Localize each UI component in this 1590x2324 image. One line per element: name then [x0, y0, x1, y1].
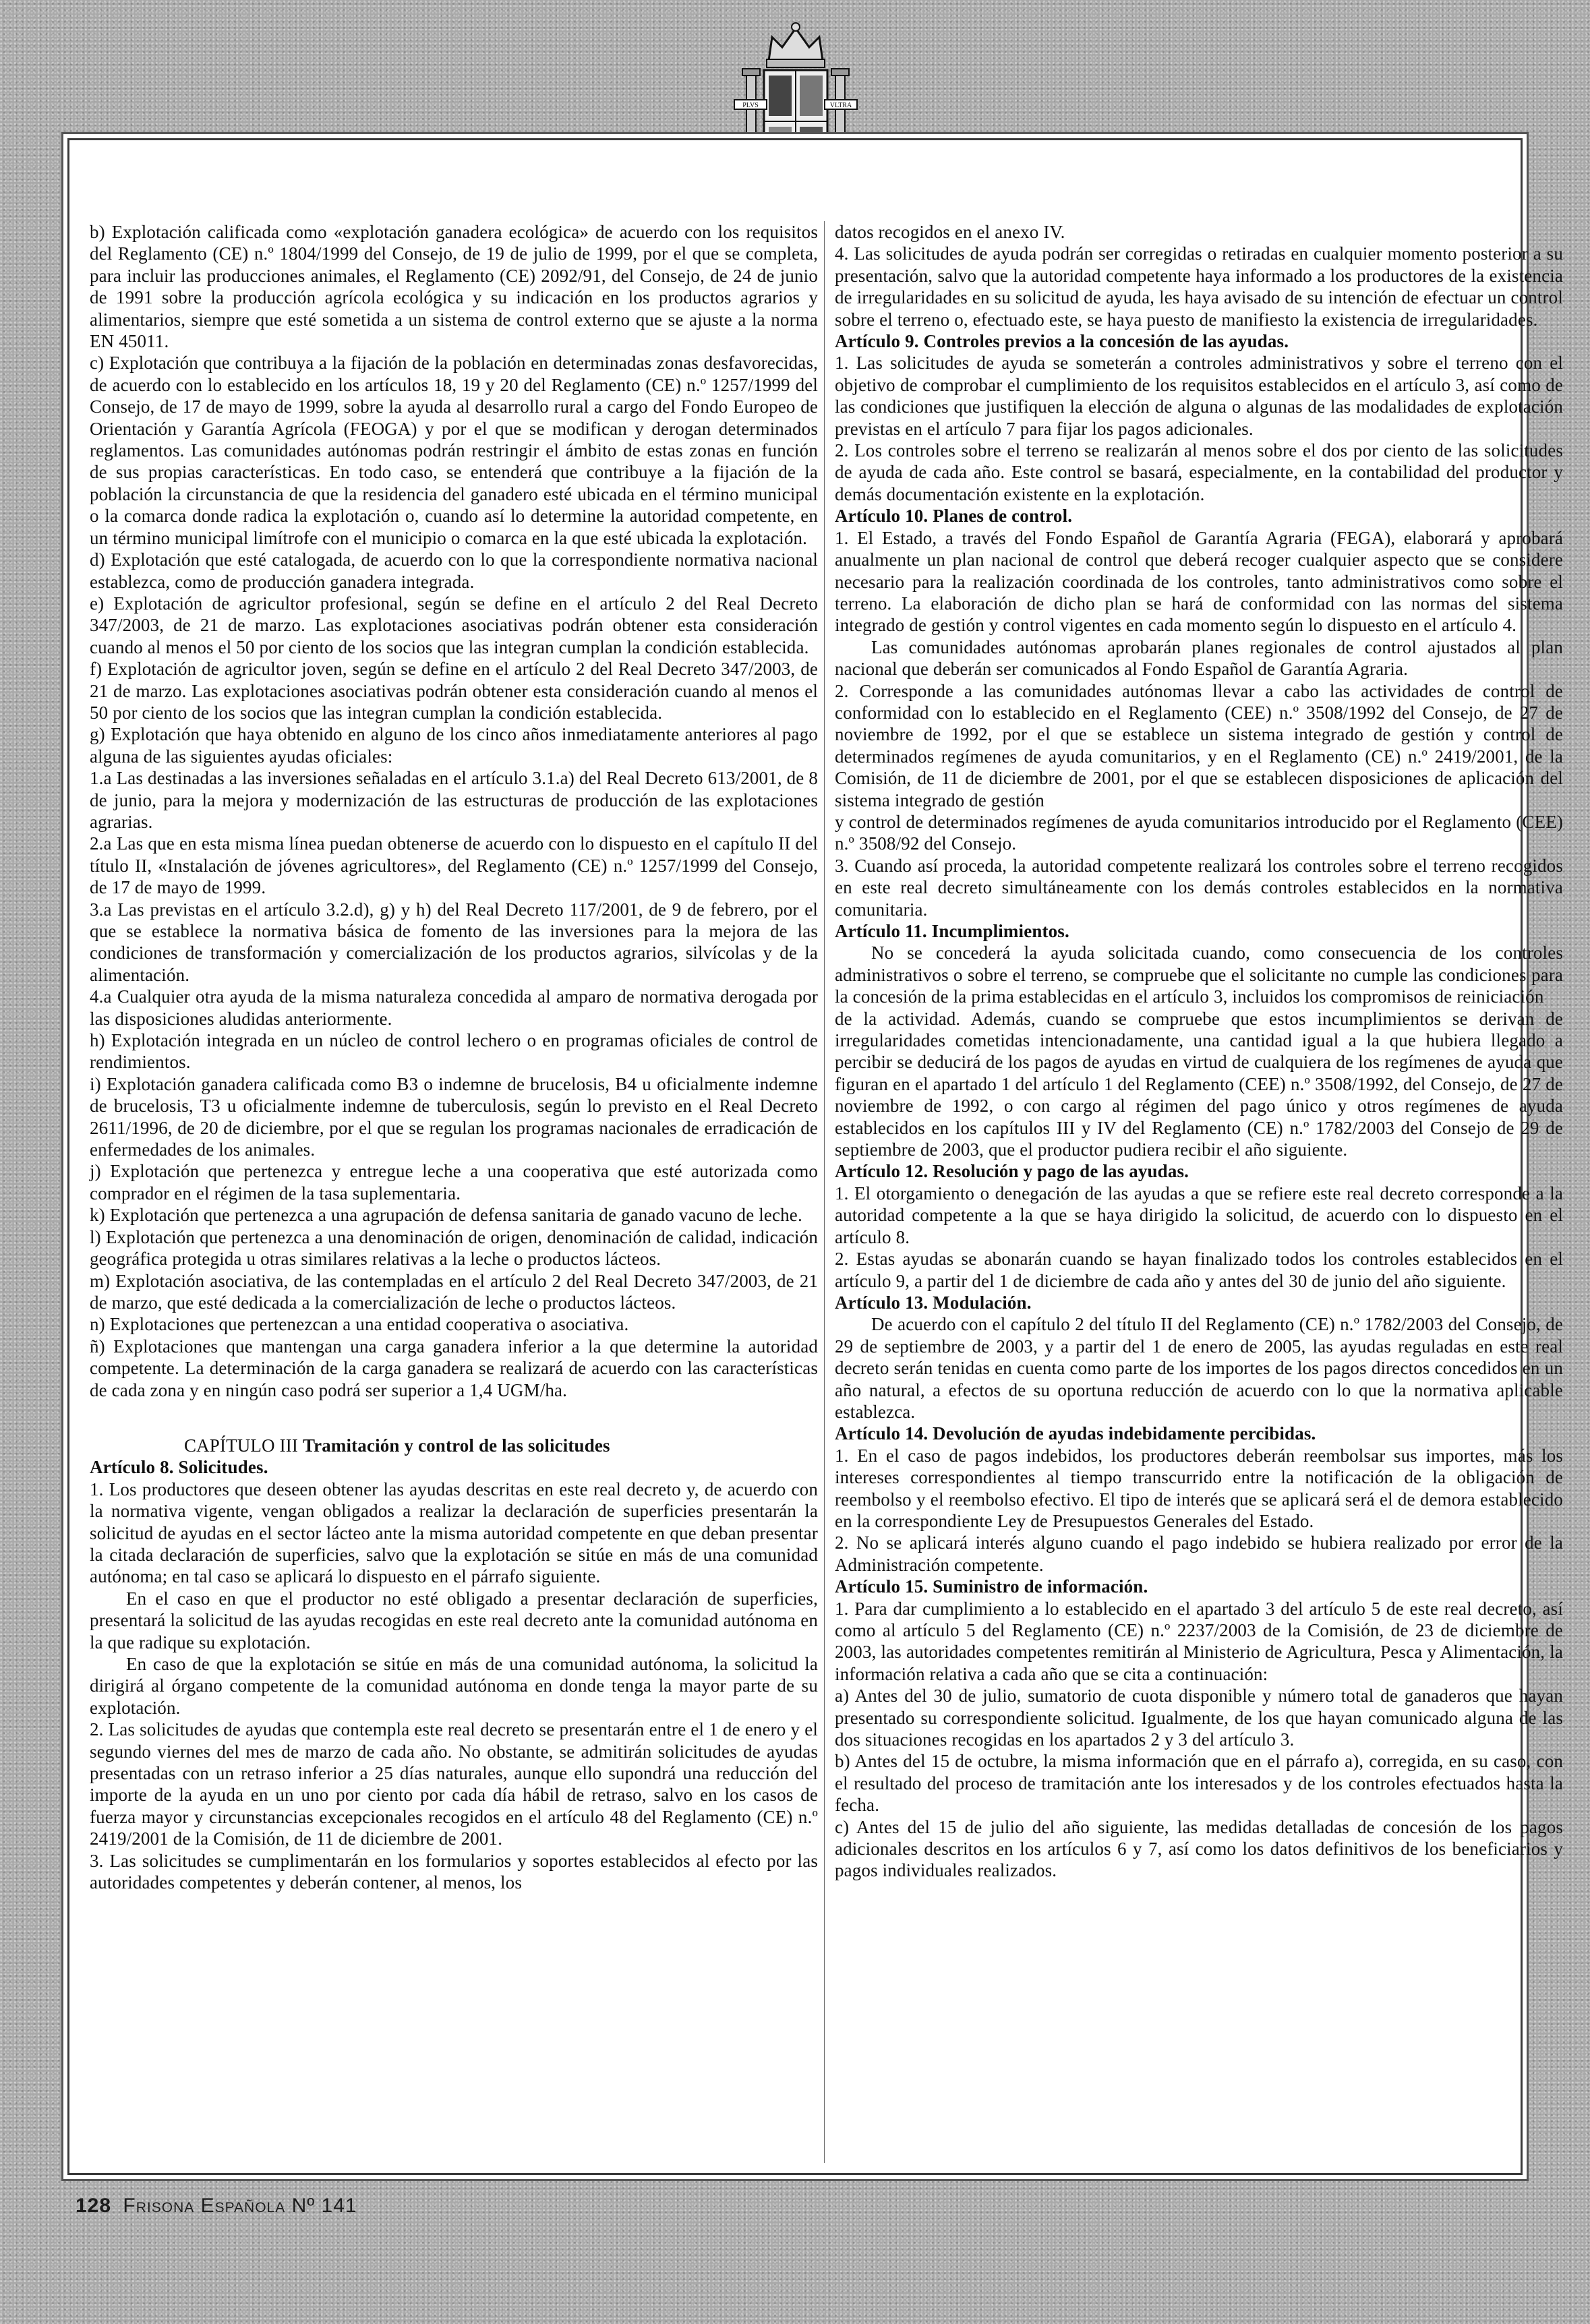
paragraph: de la actividad. Además, cuando se compruebe que estos incumplimientos se derivan de irregularidades cometidas intencionadamente, una cantidad igual a la que hubiera llegado a percibir se deducirá de los pagos de ayudas en virtud de cualquiera de los regímenes de ayuda que figuran en el apartado 1 del artículo 1 del Reglamento (CEE) n.º 3508/1992, del Consejo, de 27 de noviembre de 1992, o con cargo al régimen del pago único y otros regímenes de ayuda establecidos en los capítulos III y IV del Reglamento (CE) n.º 1782/2003 del Consejo de 29 de septiembre de 2003, que el productor pudiera recibir el año siguiente. — [835, 1008, 1563, 1160]
paragraph: De acuerdo con el capítulo 2 del título II del Reglamento (CE) n.º 1782/2003 del Consejo, de 29 de septiembre de 2003, y a partir del 1 de enero de 2005, las ayudas reguladas en este real decreto serán tenidas en cuenta como parte de los importes de los pagos directos concedidos en un año natural, a efectos de su oportuna reducción de acuerdo con lo que la normativa aplicable establezca. — [835, 1314, 1563, 1422]
paragraph: a) Antes del 30 de julio, sumatorio de cuota disponible y número total de ganaderos que hayan presentado su correspondiente solicitud. Igualmente, de los que hayan comunicado alguna de las dos situaciones recogidas en los apartados 2 y 3 del artículo 3. — [835, 1686, 1563, 1750]
article-heading: Artículo 12. Resolución y pago de las ayudas. — [835, 1161, 1189, 1182]
paragraph: En el caso en que el productor no esté obligado a presentar declaración de superficies, presentará la solicitud de las ayudas recogidas en este real decreto ante la comunidad autónoma en la que radique su explotación. — [90, 1588, 818, 1652]
chapter-title: Tramitación y control de las solicitudes — [302, 1435, 610, 1456]
paragraph: ñ) Explotaciones que mantengan una carga ganadera inferior a la que determine la autoridad competente. La determinación de la carga ganadera se realizará de acuerdo con las características de cada zona y en ningún caso podrá ser superior a 1,4 UGM/ha. — [90, 1336, 818, 1400]
paragraph: 1. El otorgamiento o denegación de las ayudas a que se refiere este real decreto corresponde a la autoridad competente a la que se haya dirigido la solicitud, de acuerdo con lo dispuesto en el artículo 8. — [835, 1183, 1563, 1247]
paragraph: m) Explotación asociativa, de las contempladas en el artículo 2 del Real Decreto 347/2003, de 21 de marzo, que esté dedicada a la comercialización de leche o productos lácteos. — [90, 1270, 818, 1313]
paragraph: 4.a Cualquier otra ayuda de la misma naturaleza concedida al amparo de normativa derogada por las disposiciones aludidas anteriormente. — [90, 986, 818, 1029]
paragraph: 2. Las solicitudes de ayudas que contempla este real decreto se presentarán entre el 1 de enero y el segundo viernes del mes de marzo de cada año. No obstante, se admitirán solicitudes de ayudas presentadas con un retraso inferior a 25 días naturales, aunque ello supondrá una reducción del importe de la ayuda en un uno por ciento por cada día hábil de retraso, salvo en los casos de fuerza mayor y circunstancias excepcionales recogidos en el artículo 48 del Reglamento (CE) n.º 2419/2001 de la Comisión, de 11 de diciembre de 2001. — [90, 1719, 818, 1849]
right-text-column — [835, 221, 1563, 1882]
paragraph: d) Explotación que esté catalogada, de acuerdo con lo que la correspondiente normativa nacional establezca, como de producción ganadera integrada. — [90, 549, 818, 592]
document-panel — [67, 138, 1563, 2175]
paragraph: l) Explotación que pertenezca a una denominación de origen, denominación de calidad, indicación geográfica protegida u otras similares relativas a la leche o productos lácteos. — [90, 1226, 818, 1270]
paragraph: h) Explotación integrada en un núcleo de control lechero o en programas oficiales de control de rendimientos. — [90, 1030, 818, 1073]
paragraph: g) Explotación que haya obtenido en alguno de los cinco años inmediatamente anteriores al pago alguna de las siguientes ayudas oficiales: — [90, 724, 818, 767]
article-heading: Artículo 10. Planes de control. — [835, 506, 1073, 527]
paragraph: 2. Los controles sobre el terreno se realizarán al menos sobre el dos por ciento de las solicitudes de ayuda de cada año. Este control se basará, especialmente, en la contabilidad del productor y demás documentación existente en la explotación. — [835, 440, 1563, 504]
crest-motto-left: PLVS — [742, 102, 759, 109]
crest-motto-right: VLTRA — [829, 102, 852, 109]
paragraph: 1. Los productores que deseen obtener las ayudas descritas en este real decreto y, de acuerdo con la normativa vigente, vengan obligados a realizar la declaración de superficies presentarán la solicitud de ayudas en el sector lácteo ante la misma autoridad competente en que deban presentar la citada declaración de superficies, salvo que la explotación se sitúe en más de una comunidad autónoma; en tal caso se aplicará lo dispuesto en el párrafo siguiente. — [90, 1479, 818, 1587]
article-heading: Artículo 14. Devolución de ayudas indebidamente percibidas. — [835, 1423, 1316, 1444]
paragraph: Las comunidades autónomas aprobarán planes regionales de control ajustados al plan nacional que deberán ser comunicados al Fondo Español de Garantía Agraria. — [835, 636, 1563, 680]
paragraph: e) Explotación de agricultor profesional, según se define en el artículo 2 del Real Decreto 347/2003, de 21 de marzo. Las explotaciones asociativas podrán obtener esta consideración cuando al menos el 50 por ciento de los socios que las integran cumplan la condición establecida. — [90, 593, 818, 657]
left-text-column — [90, 221, 818, 1893]
paragraph: y control de determinados regímenes de ayuda comunitarios introducido por el Reglamento (CEE) n.º 3508/92 del Consejo. — [835, 811, 1563, 854]
paragraph: 2. Corresponde a las comunidades autónomas llevar a cabo las actividades de control de conformidad con lo establecido en el Reglamento (CEE) n.º 3508/1992 del Consejo, de 27 de noviembre de 1992, por el que se establece un sistema integrado de gestión y control de determinados regímenes de ayuda comunitarios, y en el Reglamento (CE) n.º 2419/2001, de la Comisión, de 11 de diciembre de 2001, por el que se establecen disposiciones de aplicación del sistema integrado de gestión — [835, 680, 1563, 810]
paragraph: 1.a Las destinadas a las inversiones señaladas en el artículo 3.1.a) del Real Decreto 613/2001, de 8 de junio, para la mejora y modernización de las estructuras de producción de las explotaciones agrarias. — [90, 768, 818, 832]
chapter-number: CAPÍTULO III — [184, 1435, 299, 1456]
paragraph: 1. El Estado, a través del Fondo Español de Garantía Agraria (FEGA), elaborará y aprobará anualmente un plan nacional de control que deberá recoger cualquier aspecto que se considere necesario para la realización coordinada de los controles, tanto administrativos como sobre el terreno. La elaboración de dicho plan se hará de conformidad con las normas del sistema integrado de gestión y control vigentes en cada momento según lo dispuesto en el artículo 4. — [835, 527, 1563, 636]
paragraph: b) Antes del 15 de octubre, la misma información que en el párrafo a), corregida, en su caso, con el resultado del proceso de tramitación ante los interesados y de los controles efectuados hasta la fecha. — [835, 1751, 1563, 1816]
article-heading: Artículo 9. Controles previos a la concesión de las ayudas. — [835, 331, 1289, 352]
page-footer — [76, 2195, 357, 2217]
paragraph: 2. Estas ayudas se abonarán cuando se hayan finalizado todos los controles establecidos en el artículo 9, a partir del 1 de diciembre de cada año y antes del 30 de junio del año siguiente. — [835, 1249, 1563, 1291]
paragraph: 3. Las solicitudes se cumplimentarán en los formularios y soportes establecidos al efecto por las autoridades competentes y deberán contener, al menos, los — [90, 1850, 818, 1893]
paragraph: 1. Las solicitudes de ayuda se someterán a controles administrativos y sobre el terreno con el objetivo de comprobar el cumplimiento de los requisitos establecidos en el artículo 3, así como de las condiciones que justifiquen la elección de alguna o algunas de las modalidades de explotación previstas en el artículo 7 para fijar los pagos adicionales. — [835, 353, 1563, 439]
paragraph: k) Explotación que pertenezca a una agrupación de defensa sanitaria de ganado vacuno de leche. — [90, 1205, 802, 1226]
paragraph: f) Explotación de agricultor joven, según se define en el artículo 2 del Real Decreto 347/2003, de 21 de marzo. Las explotaciones asociativas podrán obtener esta consideración cuando al menos el 50 por ciento de los socios que las integran cumplan la condición establecida. — [90, 659, 818, 723]
article-heading: Artículo 13. Modulación. — [835, 1292, 1032, 1313]
paragraph: 4. Las solicitudes de ayuda podrán ser corregidas o retiradas en cualquier momento posterior a su presentación, salvo que la autoridad competente haya informado a los productores de la existencia de irregularidades en su solicitud de ayuda, les haya avisado de su intención de efectuar un control sobre el terreno o, efectuado este, se haya puesto de manifiesto la existencia de irregularidades. — [835, 243, 1563, 330]
paragraph: datos recogidos en el anexo IV. — [835, 222, 1065, 242]
page-number: 128 — [76, 2195, 112, 2217]
article-heading: Artículo 8. Solicitudes. — [90, 1457, 268, 1478]
article-heading: Artículo 11. Incumplimientos. — [835, 921, 1069, 941]
paragraph: 3. Cuando así proceda, la autoridad competente realizará los controles sobre el terreno recogidos en este real decreto simultáneamente con los demás controles establecidos en la normativa comunitaria. — [835, 855, 1563, 920]
paragraph: 1. En el caso de pagos indebidos, los productores deberán reembolsar sus importes, más los intereses correspondientes al tiempo transcurrido entre la notificación de la obligación de reembolso y el reembolso efectivo. El tipo de interés que se aplicará será el de demora establecido en la correspondiente Ley de Presupuestos Generales del Estado. — [835, 1445, 1563, 1531]
paragraph: c) Explotación que contribuya a la fijación de la población en determinadas zonas desfavorecidas, de acuerdo con lo establecido en los artículos 18, 19 y 20 del Reglamento (CE) n.º 1257/1999 del Consejo, de 17 de mayo de 1999, sobre la ayuda al desarrollo rural a cargo del Fondo Europeo de Orientación y Garantía Agrícola (FEOGA) y por el que se modifican y derogan determinados reglamentos. Las comunidades autónomas podrán restringir el ámbito de estas zonas en función de sus propias características. En todo caso, se entenderá que contribuye a la fijación de la población la circunstancia de que la residencia del ganadero esté ubicada en el término municipal o la comarca donde radica la explotación o, cuando así lo determine la autoridad competente, en un término municipal limítrofe con el municipio o comarca en la que esté ubicada la explotación. — [90, 353, 818, 548]
article-heading: Artículo 15. Suministro de información. — [835, 1576, 1148, 1597]
paragraph: n) Explotaciones que pertenezcan a una entidad cooperativa o asociativa. — [90, 1314, 629, 1335]
paragraph: 2.a Las que en esta misma línea puedan obtenerse de acuerdo con lo dispuesto en el capítulo II del título II, «Instalación de jóvenes agricultores», del Reglamento (CE) n.º 1257/1999 del Consejo, de 17 de mayo de 1999. — [90, 833, 818, 898]
paragraph: c) Antes del 15 de julio del año siguiente, las medidas detalladas de concesión de los pagos adicionales descritos en los artículos 6 y 7, así como los datos definitivos de los beneficiarios y pagos individuales realizados. — [835, 1816, 1563, 1881]
paragraph: j) Explotación que pertenezca y entregue leche a una cooperativa que esté autorizada como comprador en el régimen de la tasa suplementaria. — [90, 1161, 818, 1203]
paragraph: 2. No se aplicará interés alguno cuando el pago indebido se hubiera realizado por error de la Administración competente. — [835, 1532, 1563, 1575]
paragraph: En caso de que la explotación se sitúe en más de una comunidad autónoma, la solicitud la dirigirá al órgano competente de la comunidad autónoma en donde tenga la mayor parte de su explotación. — [90, 1654, 818, 1718]
paragraph: 1. Para dar cumplimiento a lo establecido en el apartado 3 del artículo 5 de este real decreto, así como al artículo 5 del Reglamento (CE) n.º 2237/2003 de la Comisión, de 23 de diciembre de 2003, las autoridades competentes remitirán al Ministerio de Agricultura, Pesca y Alimentación, la información relativa a cada año que se cita a continuación: — [835, 1598, 1563, 1684]
paragraph: No se concederá la ayuda solicitada cuando, como consecuencia de los controles administrativos o sobre el terreno, se compruebe que el solicitante no cumple las condiciones para la concesión de la prima establecidas en el artículo 3, incluidos los compromisos de reiniciación — [835, 943, 1563, 1007]
magazine-issue: Frisona Española Nº 141 — [123, 2195, 357, 2217]
paragraph: i) Explotación ganadera calificada como B3 o indemne de brucelosis, B4 u oficialmente indemne de brucelosis, T3 u oficialmente indemne de tuberculosis, según lo previsto en el Real Decreto 2611/1996, de 20 de diciembre, por el que se regulan los programas nacionales de erradicación de enfermedades de los animales. — [90, 1073, 818, 1160]
column-divider — [824, 221, 825, 2163]
chapter-heading — [90, 1435, 818, 1456]
paragraph: b) Explotación calificada como «explotación ganadera ecológica» de acuerdo con los requisitos del Reglamento (CE) n.º 1804/1999 del Consejo, de 19 de julio de 1999, por el que se completa, para incluir las producciones animales, el Reglamento (CE) 2092/91, del Consejo, de 24 de junio de 1991 sobre la producción agrícola ecológica y su indicación en los productos agrarios y alimentarios, siempre que esté sometida a un sistema de control externo que se ajuste a la norma EN 45011. — [90, 222, 818, 352]
paragraph: 3.a Las previstas en el artículo 3.2.d), g) y h) del Real Decreto 117/2001, de 9 de febrero, por el que se establece la normativa básica de fomento de las inversiones para la mejora de las condiciones de transformación y comercialización de los productos agrarios, silvícolas y de la alimentación. — [90, 899, 818, 985]
